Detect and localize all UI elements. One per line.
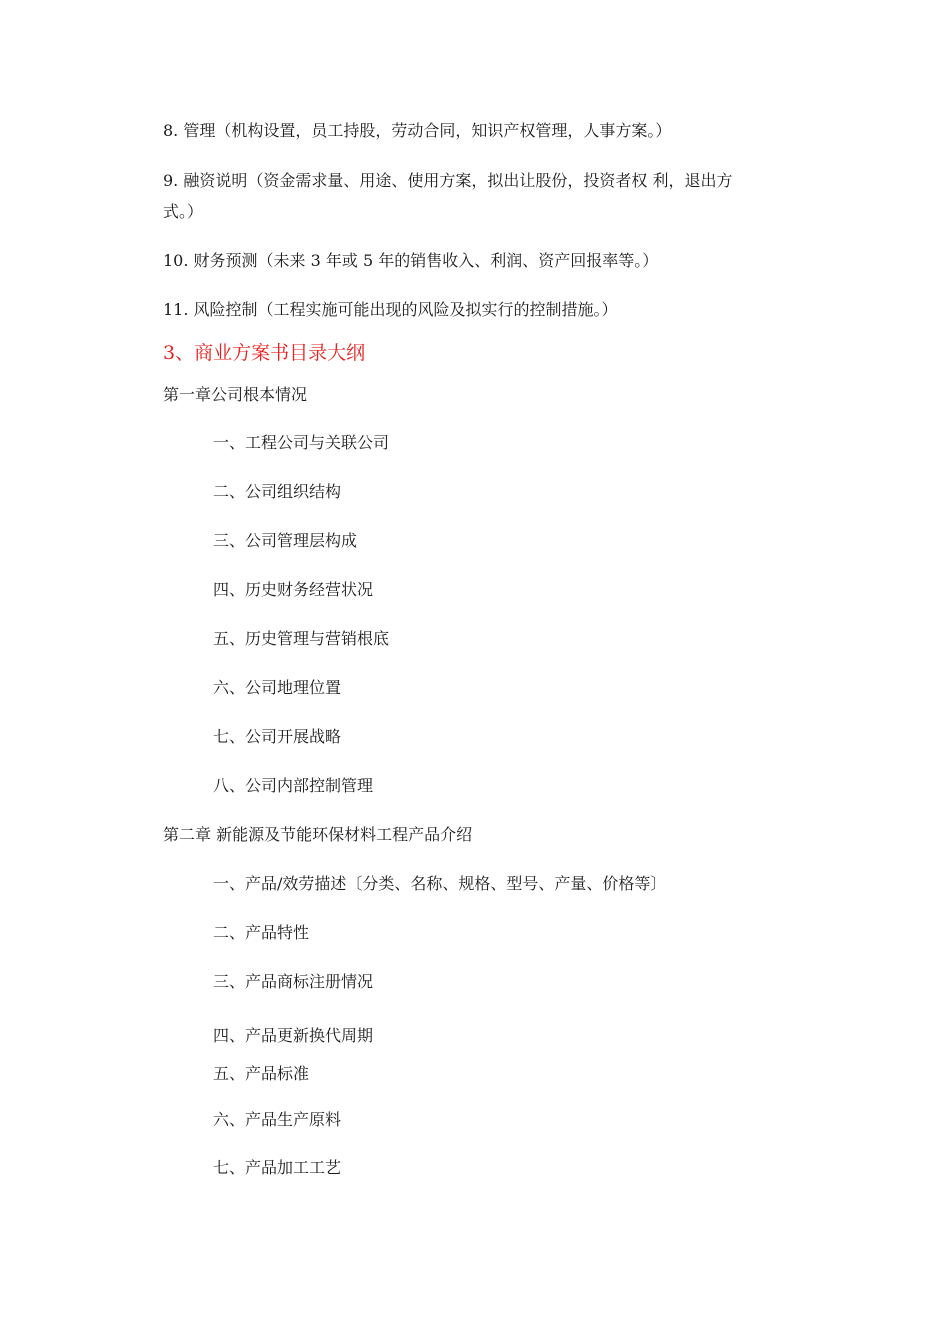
chapter-2-item: 四、产品更新换代周期: [213, 1026, 374, 1045]
list-item-financial-forecast: 10. 财务预测（未来 3 年或 5 年的销售收入、利润、资产回报率等。）: [163, 251, 659, 270]
chapter-1-item: 八、公司内部控制管理: [213, 776, 374, 795]
list-item-risk-control: 11. 风险控制（工程实施可能出现的风险及拟实行的控制措施。）: [163, 300, 618, 319]
chapter-1-item: 二、公司组织结构: [213, 482, 342, 501]
chapter-1-item: 七、公司开展战略: [213, 727, 342, 746]
list-item-financing-continued: 式。）: [163, 202, 204, 221]
chapter-2-item: 一、产品/效劳描述〔分类、名称、规格、型号、产量、价格等〕: [213, 874, 667, 893]
chapter-2-item: 七、产品加工工艺: [213, 1158, 342, 1177]
section-heading: 3、商业方案书目录大纲: [163, 342, 366, 364]
chapter-1-item: 一、工程公司与关联公司: [213, 433, 390, 452]
chapter-1-item: 六、公司地理位置: [213, 678, 342, 697]
chapter-1-item: 五、历史管理与营销根底: [213, 629, 390, 648]
chapter-2-item: 二、产品特性: [213, 923, 310, 942]
chapter-1-item: 四、历史财务经营状况: [213, 580, 374, 599]
chapter-1-item: 三、公司管理层构成: [213, 531, 358, 550]
chapter-2-title: 第二章 新能源及节能环保材料工程产品介绍: [163, 825, 473, 844]
list-item-management: 8. 管理（机构设置，员工持股，劳动合同，知识产权管理，人事方案。）: [163, 121, 672, 140]
list-item-financing: 9. 融资说明（资金需求量、用途、使用方案，拟出让股份，投资者权 利，退出方: [163, 171, 733, 190]
chapter-1-title: 第一章公司根本情况: [163, 385, 308, 404]
chapter-2-item: 五、产品标准: [213, 1064, 310, 1083]
chapter-2-item: 六、产品生产原料: [213, 1110, 342, 1129]
chapter-2-item: 三、产品商标注册情况: [213, 972, 374, 991]
